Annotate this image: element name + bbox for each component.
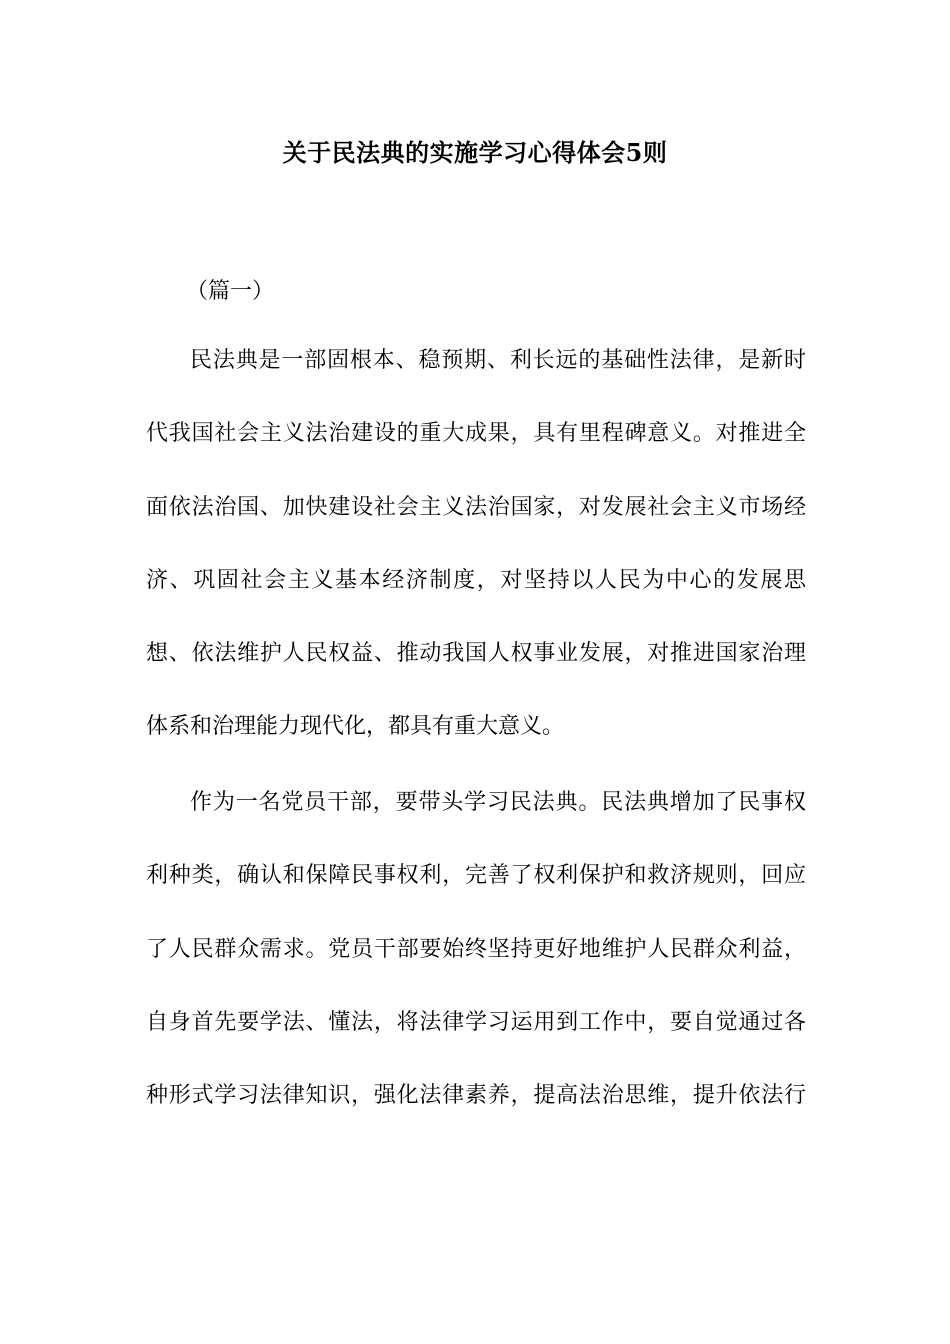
paragraph-line: 了人民群众需求。党员干部要始终坚持更好地维护人民群众利益，	[146, 936, 806, 962]
paragraph-line: 面依法治国、加快建设社会主义法治国家，对发展社会主义市场经	[146, 494, 806, 520]
document-title: 关于民法典的实施学习心得体会5则	[282, 138, 668, 167]
paragraph-line: 民法典是一部固根本、稳预期、利长远的基础性法律，是新时	[190, 348, 806, 373]
paragraph-line: 济、巩固社会主义基本经济制度，对坚持以人民为中心的发展思	[146, 567, 806, 593]
paragraph-line: 利种类，确认和保障民事权利，完善了权利保护和救济规则，回应	[146, 863, 806, 889]
paragraph-2	[146, 766, 806, 1132]
paragraph-line: 作为一名党员干部，要带头学习民法典。民法典增加了民事权	[190, 790, 806, 815]
paragraph-line: 代我国社会主义法治建设的重大成果，具有里程碑意义。对推进全	[146, 421, 806, 447]
paragraph-line: 想、依法维护人民权益、推动我国人权事业发展，对推进国家治理	[146, 641, 806, 667]
paragraph-line: 种形式学习法律知识，强化法律素养，提高法治思维，提升依法行	[146, 1083, 806, 1109]
paragraph-1	[146, 324, 806, 764]
paragraph-line: 自身首先要学法、懂法，将法律学习运用到工作中，要自觉通过各	[146, 1009, 806, 1035]
paragraph-line: 体系和治理能力现代化，都具有重大意义。	[146, 714, 565, 740]
section-heading: （篇一）	[186, 279, 275, 304]
